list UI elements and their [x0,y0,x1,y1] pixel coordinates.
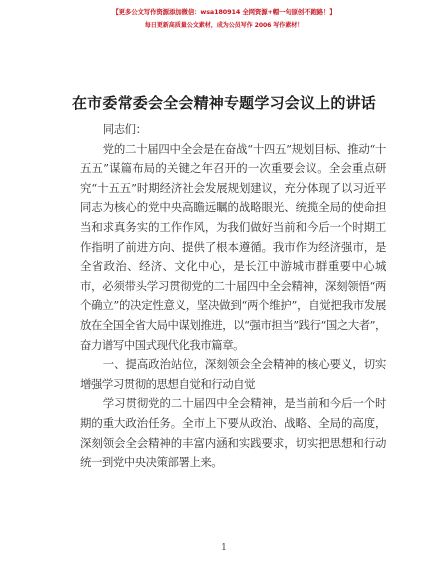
paragraph-section-1: 学习贯彻党的二十届四中全会精神，是当前和今后一个时期的重大政治任务。全市上下要从政治、战略、全局的高度，深刻领会全会精神的丰富内涵和实践要求，切实把思想和行动统一到党中央决策部署上来。 [80,396,386,470]
section-heading-1: 一、提高政治站位，深刻领会全会精神的核心要义，切实增强学习贯彻的思想自觉和行动自觉 [80,357,386,391]
salutation: 同志们： [102,122,147,136]
promo-banner-line-2: 每日更新高质量公文素材，成为公员写作 2006 写作素材！ [144,22,304,29]
document-title: 在市委常委会全会精神专题学习会议上的讲话 [71,94,376,112]
page-number: 1 [221,543,227,553]
document-body [80,120,386,473]
promo-banner-line-1: 【更多公文写作资源添加微信：wsa180914 全网资源+帽一句原创不跑路！】 [112,8,336,16]
paragraph-intro: 党的二十届四中全会是在奋战“十四五”规划目标、推动“十五五”谋篇布局的关键之年召开的一次重要会议。全会重点研究“十五五”时期经济社会发展规划建议，充分体现了以习近平同志为核心的党中央高瞻远瞩的战略眼光、统揽全局的使命担当和求真务实的工作作风，为我们做好当前和今后一个时期工作指明了前进方向、提供了根本遵循。我市作为经济强市，是全省政治、经济、文化中心，是长江中游城市群重要中心城市，必须带头学习贯彻党的二十届四中全会精神，深刻领悟“两个确立”的决定性意义，坚决做到“两个维护”，自觉把我市发展放在全国全省大局中谋划推进，以“强市担当”践行“国之大者”，奋力谱写中国式现代化我市篇章。 [80,141,386,352]
